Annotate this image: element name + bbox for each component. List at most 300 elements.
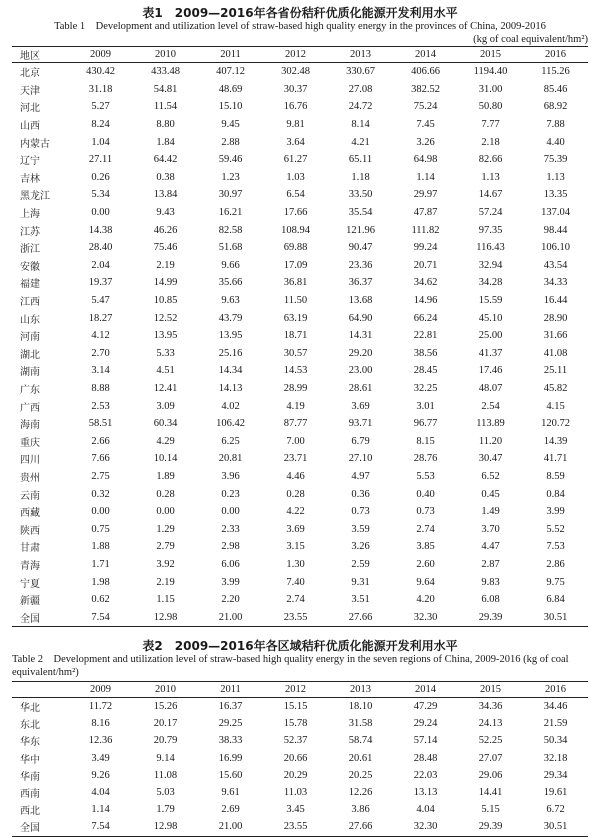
table-cell: 35.66 xyxy=(218,277,243,289)
table-cell: 65.11 xyxy=(348,154,373,166)
table2-header-row xyxy=(12,682,588,698)
table-cell: 30.51 xyxy=(523,608,588,626)
table-cell: 22.03 xyxy=(413,769,438,781)
table-cell: 28.76 xyxy=(413,453,438,465)
table-cell: 3.01 xyxy=(416,400,435,412)
table-cell: 61.27 xyxy=(283,154,308,166)
table-cell: 3.45 xyxy=(286,804,305,816)
table-cell: 4.97 xyxy=(351,470,370,482)
table-row xyxy=(12,818,588,836)
table-cell: 14.53 xyxy=(283,365,308,377)
table-cell: 3.99 xyxy=(546,506,565,518)
row-region-name: 西南 xyxy=(20,789,40,801)
table2-header-year: 2014 xyxy=(393,682,458,698)
table-cell: 64.42 xyxy=(153,154,178,166)
table-cell: 406.66 xyxy=(411,66,440,78)
table-cell: 28.48 xyxy=(413,752,438,764)
table-cell: 24.72 xyxy=(348,101,373,113)
table-cell: 30.57 xyxy=(283,347,308,359)
table-cell: 6.25 xyxy=(221,435,240,447)
table-cell: 7.77 xyxy=(481,119,500,131)
table-cell: 68.92 xyxy=(543,101,568,113)
row-region-name: 辽宁 xyxy=(20,156,40,168)
table-cell: 3.14 xyxy=(91,365,110,377)
table-cell: 25.16 xyxy=(218,347,243,359)
table-cell: 14.13 xyxy=(218,382,243,394)
table-cell: 12.26 xyxy=(348,787,373,799)
table-cell: 8.80 xyxy=(156,119,175,131)
table-cell: 430.42 xyxy=(86,66,115,78)
table-cell: 13.13 xyxy=(413,787,438,799)
table-cell: 7.66 xyxy=(91,453,110,465)
table-row xyxy=(12,784,588,801)
table-cell: 29.06 xyxy=(478,769,503,781)
table-cell: 3.69 xyxy=(351,400,370,412)
table-cell: 2.19 xyxy=(156,259,175,271)
table-cell: 27.66 xyxy=(328,818,393,836)
table-cell: 0.00 xyxy=(91,506,110,518)
table-cell: 6.84 xyxy=(546,594,565,606)
table1-header-year: 2009 xyxy=(68,47,133,63)
table-cell: 32.18 xyxy=(543,752,568,764)
table2-header-year: 2009 xyxy=(68,682,133,698)
row-region-name: 华东 xyxy=(20,737,40,749)
table-cell: 0.40 xyxy=(416,488,435,500)
table-cell: 11.54 xyxy=(153,101,178,113)
table-cell: 9.61 xyxy=(221,787,240,799)
table-cell: 14.67 xyxy=(478,189,503,201)
row-region-name: 云南 xyxy=(20,490,40,502)
table-cell: 5.34 xyxy=(91,189,110,201)
table-row xyxy=(12,801,588,818)
table-row xyxy=(12,186,588,204)
table-cell: 0.38 xyxy=(156,171,175,183)
document-page xyxy=(0,6,600,835)
table-cell: 0.84 xyxy=(546,488,565,500)
table-cell: 24.13 xyxy=(478,718,503,730)
table-cell: 4.47 xyxy=(481,541,500,553)
row-region-name: 河北 xyxy=(20,103,40,115)
table-cell: 108.94 xyxy=(281,224,310,236)
row-region-name: 全国 xyxy=(12,608,68,626)
table-cell: 1.88 xyxy=(91,541,110,553)
table-row xyxy=(12,239,588,257)
table-cell: 3.09 xyxy=(156,400,175,412)
table-row xyxy=(12,397,588,415)
table-cell: 15.26 xyxy=(153,701,178,713)
row-region-name: 华北 xyxy=(20,703,40,715)
table-row xyxy=(12,573,588,591)
table-row xyxy=(12,732,588,749)
table1-header-year: 2011 xyxy=(198,47,263,63)
table-cell: 31.58 xyxy=(348,718,373,730)
table-cell: 5.52 xyxy=(546,523,565,535)
table-cell: 31.66 xyxy=(543,330,568,342)
table2-header-year: 2010 xyxy=(133,682,198,698)
table-row xyxy=(12,432,588,450)
table-cell: 7.88 xyxy=(546,119,565,131)
table2-header-year: 2011 xyxy=(198,682,263,698)
table-row xyxy=(12,116,588,134)
table-cell: 69.88 xyxy=(283,242,308,254)
table2-header-year: 2016 xyxy=(523,682,588,698)
table-cell: 2.54 xyxy=(481,400,500,412)
table-cell: 5.47 xyxy=(91,295,110,307)
table-cell: 15.60 xyxy=(218,769,243,781)
table-cell: 30.97 xyxy=(218,189,243,201)
table-cell: 93.71 xyxy=(348,418,373,430)
table-cell: 0.00 xyxy=(91,207,110,219)
table-row xyxy=(12,309,588,327)
table-row xyxy=(12,63,588,81)
table-cell: 41.37 xyxy=(478,347,503,359)
table-cell: 9.26 xyxy=(91,769,110,781)
table-cell: 6.52 xyxy=(481,470,500,482)
table-cell: 19.37 xyxy=(88,277,113,289)
table1-header-region: 地区 xyxy=(12,47,68,63)
table2-caption-cn: 表2 2009—2016年各区域秸秆优质化能源开发利用水平 xyxy=(142,639,458,653)
table-cell: 57.24 xyxy=(478,207,503,219)
table-cell: 8.15 xyxy=(416,435,435,447)
table-cell: 17.66 xyxy=(283,207,308,219)
table-cell: 82.58 xyxy=(218,224,243,236)
table-cell: 4.51 xyxy=(156,365,175,377)
table-cell: 57.14 xyxy=(413,735,438,747)
table-cell: 85.46 xyxy=(543,83,568,95)
row-region-name: 西北 xyxy=(20,806,40,818)
table-cell: 21.00 xyxy=(198,608,263,626)
table-cell: 7.54 xyxy=(68,818,133,836)
table-cell: 14.99 xyxy=(153,277,178,289)
table-cell: 52.37 xyxy=(283,735,308,747)
table-cell: 32.30 xyxy=(393,608,458,626)
table-cell: 32.30 xyxy=(393,818,458,836)
table-cell: 9.83 xyxy=(481,576,500,588)
table-cell: 8.14 xyxy=(351,119,370,131)
table-cell: 1.03 xyxy=(286,171,305,183)
table-cell: 16.76 xyxy=(283,101,308,113)
table-cell: 13.95 xyxy=(153,330,178,342)
table-cell: 19.61 xyxy=(543,787,568,799)
table-cell: 0.23 xyxy=(221,488,240,500)
table-cell: 2.87 xyxy=(481,558,500,570)
table-cell: 14.31 xyxy=(348,330,373,342)
table-cell: 7.00 xyxy=(286,435,305,447)
row-region-name: 西藏 xyxy=(20,508,40,520)
table-cell: 14.34 xyxy=(218,365,243,377)
table-row xyxy=(12,538,588,556)
table-cell: 36.81 xyxy=(283,277,308,289)
table-cell: 18.71 xyxy=(283,330,308,342)
row-region-name: 福建 xyxy=(20,279,40,291)
table-cell: 52.25 xyxy=(478,735,503,747)
table-cell: 5.27 xyxy=(91,101,110,113)
table-cell: 2.18 xyxy=(481,136,500,148)
table1-header-year: 2012 xyxy=(263,47,328,63)
row-region-name: 华中 xyxy=(20,754,40,766)
table-cell: 27.11 xyxy=(88,154,113,166)
table-cell: 25.11 xyxy=(543,365,568,377)
row-region-name: 北京 xyxy=(20,68,40,80)
row-region-name: 全国 xyxy=(12,818,68,836)
table-cell: 43.54 xyxy=(543,259,568,271)
table-row xyxy=(12,327,588,345)
table-cell: 106.10 xyxy=(541,242,570,254)
table-cell: 6.54 xyxy=(286,189,305,201)
table-cell: 5.53 xyxy=(416,470,435,482)
table-row xyxy=(12,204,588,222)
table-row xyxy=(12,151,588,169)
table-cell: 47.29 xyxy=(413,701,438,713)
row-region-name: 四川 xyxy=(20,455,40,467)
table-cell: 3.70 xyxy=(481,523,500,535)
table-cell: 2.66 xyxy=(91,435,110,447)
table-row xyxy=(12,450,588,468)
table-cell: 433.48 xyxy=(151,66,180,78)
table-cell: 4.12 xyxy=(91,330,110,342)
table-cell: 5.03 xyxy=(156,787,175,799)
table-cell: 64.90 xyxy=(348,312,373,324)
table-cell: 64.98 xyxy=(413,154,438,166)
table-cell: 43.79 xyxy=(218,312,243,324)
table-cell: 29.34 xyxy=(543,769,568,781)
table-cell: 3.51 xyxy=(351,594,370,606)
table-cell: 0.00 xyxy=(221,506,240,518)
table-cell: 50.34 xyxy=(543,735,568,747)
table-cell: 87.77 xyxy=(283,418,308,430)
table-cell: 75.46 xyxy=(153,242,178,254)
table-cell: 48.07 xyxy=(478,382,503,394)
table-cell: 75.24 xyxy=(413,101,438,113)
table-cell: 48.69 xyxy=(218,83,243,95)
table-row xyxy=(12,221,588,239)
table-cell: 82.66 xyxy=(478,154,503,166)
table-cell: 2.79 xyxy=(156,541,175,553)
table-cell: 1.13 xyxy=(546,171,565,183)
row-region-name: 浙江 xyxy=(20,244,40,256)
table-cell: 2.69 xyxy=(221,804,240,816)
table2-caption-en: Table 2 Development and utilization level of straw-based high quality energy in the seven regions of China, 2009-2016 (kg of coal equivalent/hm²) xyxy=(12,654,569,678)
table-cell: 2.59 xyxy=(351,558,370,570)
table-cell: 2.88 xyxy=(221,136,240,148)
table-cell: 15.78 xyxy=(283,718,308,730)
table-row xyxy=(12,415,588,433)
table-cell: 12.36 xyxy=(88,735,113,747)
table-cell: 1.14 xyxy=(91,804,110,816)
table-cell: 1.23 xyxy=(221,171,240,183)
table-row xyxy=(12,767,588,784)
table-cell: 302.48 xyxy=(281,66,310,78)
table-cell: 11.72 xyxy=(88,701,113,713)
table-cell: 20.66 xyxy=(283,752,308,764)
table-row xyxy=(12,468,588,486)
table-cell: 1.98 xyxy=(91,576,110,588)
table-row xyxy=(12,503,588,521)
table-cell: 29.39 xyxy=(458,608,523,626)
table-cell: 23.71 xyxy=(283,453,308,465)
table-cell: 12.52 xyxy=(153,312,178,324)
table-cell: 4.29 xyxy=(156,435,175,447)
table-cell: 30.51 xyxy=(523,818,588,836)
table-cell: 7.53 xyxy=(546,541,565,553)
table-cell: 27.08 xyxy=(348,83,373,95)
row-region-name: 海南 xyxy=(20,420,40,432)
row-region-name: 江苏 xyxy=(20,226,40,238)
table-cell: 75.39 xyxy=(543,154,568,166)
table-cell: 9.75 xyxy=(546,576,565,588)
table-cell: 20.25 xyxy=(348,769,373,781)
table-cell: 116.43 xyxy=(476,242,505,254)
table2 xyxy=(12,681,588,837)
table-cell: 1.89 xyxy=(156,470,175,482)
table-cell: 27.10 xyxy=(348,453,373,465)
table-cell: 23.00 xyxy=(348,365,373,377)
table-cell: 32.94 xyxy=(478,259,503,271)
table-cell: 11.08 xyxy=(153,769,178,781)
row-region-name: 青海 xyxy=(20,560,40,572)
table-cell: 12.98 xyxy=(133,608,198,626)
table-row xyxy=(12,556,588,574)
table-cell: 0.62 xyxy=(91,594,110,606)
table-cell: 9.64 xyxy=(416,576,435,588)
table1-caption-cn: 表1 2009—2016年各省份秸秆优质化能源开发利用水平 xyxy=(142,6,458,20)
table-cell: 120.72 xyxy=(541,418,570,430)
table-cell: 35.54 xyxy=(348,207,373,219)
table-row xyxy=(12,98,588,116)
table-cell: 3.15 xyxy=(286,541,305,553)
table-cell: 12.41 xyxy=(153,382,178,394)
table-cell: 2.70 xyxy=(91,347,110,359)
table-cell: 21.59 xyxy=(543,718,568,730)
table-cell: 30.47 xyxy=(478,453,503,465)
table-cell: 20.17 xyxy=(153,718,178,730)
table1-unit: (kg of coal equivalent/hm²) xyxy=(473,34,588,45)
table-cell: 5.15 xyxy=(481,804,500,816)
table-cell: 7.45 xyxy=(416,119,435,131)
table-cell: 16.21 xyxy=(218,207,243,219)
table-cell: 23.55 xyxy=(263,608,328,626)
table-cell: 9.43 xyxy=(156,207,175,219)
table-cell: 5.33 xyxy=(156,347,175,359)
table-cell: 14.96 xyxy=(413,295,438,307)
table-cell: 8.88 xyxy=(91,382,110,394)
table-cell: 25.00 xyxy=(478,330,503,342)
table-cell: 3.85 xyxy=(416,541,435,553)
table-row xyxy=(12,169,588,187)
table-cell: 2.60 xyxy=(416,558,435,570)
table-cell: 34.28 xyxy=(478,277,503,289)
table-cell: 20.61 xyxy=(348,752,373,764)
table-cell: 4.15 xyxy=(546,400,565,412)
table-cell: 4.02 xyxy=(221,400,240,412)
table-cell: 111.82 xyxy=(411,224,440,236)
table-cell: 31.00 xyxy=(478,83,503,95)
table-row xyxy=(12,345,588,363)
table-cell: 0.36 xyxy=(351,488,370,500)
table-cell: 9.45 xyxy=(221,119,240,131)
table-cell: 41.08 xyxy=(543,347,568,359)
table-cell: 2.19 xyxy=(156,576,175,588)
table-cell: 4.20 xyxy=(416,594,435,606)
table-cell: 46.26 xyxy=(153,224,178,236)
table-row xyxy=(12,292,588,310)
table-cell: 1.04 xyxy=(91,136,110,148)
table-row xyxy=(12,133,588,151)
table-cell: 10.14 xyxy=(153,453,178,465)
table-cell: 28.61 xyxy=(348,382,373,394)
table-cell: 13.84 xyxy=(153,189,178,201)
table-cell: 9.63 xyxy=(221,295,240,307)
table-cell: 8.59 xyxy=(546,470,565,482)
table-cell: 27.66 xyxy=(328,608,393,626)
table-cell: 3.99 xyxy=(221,576,240,588)
table-cell: 1.13 xyxy=(481,171,500,183)
table-cell: 3.92 xyxy=(156,558,175,570)
table-row xyxy=(12,520,588,538)
table1-header-year: 2016 xyxy=(523,47,588,63)
table-cell: 106.42 xyxy=(216,418,245,430)
table-cell: 20.79 xyxy=(153,735,178,747)
table-cell: 11.03 xyxy=(283,787,308,799)
table-cell: 0.73 xyxy=(416,506,435,518)
table-cell: 9.66 xyxy=(221,259,240,271)
table-cell: 3.26 xyxy=(351,541,370,553)
table-cell: 66.24 xyxy=(413,312,438,324)
table-cell: 6.79 xyxy=(351,435,370,447)
row-region-name: 上海 xyxy=(20,209,40,221)
table-cell: 3.59 xyxy=(351,523,370,535)
table1-header-year: 2015 xyxy=(458,47,523,63)
table-row xyxy=(12,485,588,503)
table1-header-year: 2010 xyxy=(133,47,198,63)
table-cell: 63.19 xyxy=(283,312,308,324)
table-cell: 47.87 xyxy=(413,207,438,219)
table-cell: 4.40 xyxy=(546,136,565,148)
table-cell: 121.96 xyxy=(346,224,375,236)
table-cell: 3.69 xyxy=(286,523,305,535)
table2-header-year: 2013 xyxy=(328,682,393,698)
table-cell: 4.22 xyxy=(286,506,305,518)
table-cell: 0.28 xyxy=(286,488,305,500)
table-cell: 11.20 xyxy=(478,435,503,447)
table-cell: 99.24 xyxy=(413,242,438,254)
table-cell: 14.39 xyxy=(543,435,568,447)
table-cell: 15.10 xyxy=(218,101,243,113)
table2-header-region xyxy=(12,682,68,698)
table-cell: 34.33 xyxy=(543,277,568,289)
table-cell: 34.62 xyxy=(413,277,438,289)
table-cell: 58.74 xyxy=(348,735,373,747)
table-cell: 1.71 xyxy=(91,558,110,570)
table-cell: 29.24 xyxy=(413,718,438,730)
table-row xyxy=(12,750,588,767)
table-cell: 33.50 xyxy=(348,189,373,201)
table-cell: 16.99 xyxy=(218,752,243,764)
table-cell: 1.15 xyxy=(156,594,175,606)
table-cell: 51.68 xyxy=(218,242,243,254)
row-region-name: 河南 xyxy=(20,332,40,344)
table1 xyxy=(12,46,588,627)
row-region-name: 内蒙古 xyxy=(20,138,50,150)
table-cell: 0.45 xyxy=(481,488,500,500)
row-region-name: 贵州 xyxy=(20,472,40,484)
row-region-name: 山东 xyxy=(20,314,40,326)
table-cell: 0.26 xyxy=(91,171,110,183)
table-cell: 6.08 xyxy=(481,594,500,606)
table-cell: 31.18 xyxy=(88,83,113,95)
table-row xyxy=(12,715,588,732)
table-cell: 6.72 xyxy=(546,804,565,816)
